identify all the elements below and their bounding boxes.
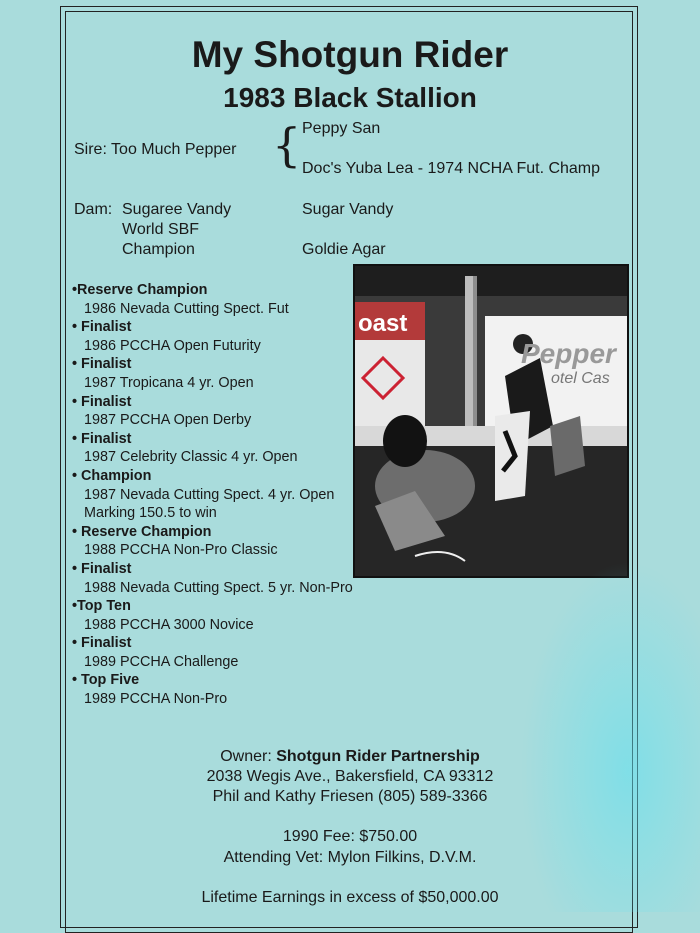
record-detail: 1986 Nevada Cutting Spect. Fut xyxy=(84,300,289,317)
owner-name: Shotgun Rider Partnership xyxy=(276,748,480,765)
record-heading: • Finalist xyxy=(72,356,132,373)
record-heading: • Champion xyxy=(72,467,152,484)
record-heading: • Top Five xyxy=(72,672,140,689)
blue-ink-smudge xyxy=(520,560,700,912)
dam-name-line-3: Champion xyxy=(122,241,195,258)
owner-address: 2038 Wegis Ave., Bakersfield, CA 93312 xyxy=(206,768,494,785)
record-detail: 1988 PCCHA 3000 Novice xyxy=(84,616,254,633)
lifetime-earnings: Lifetime Earnings in excess of $50,000.00 xyxy=(201,889,499,906)
horse-description-subtitle: 1983 Black Stallion xyxy=(223,82,477,113)
arena-sign-right-line-1: Pepper xyxy=(521,338,616,369)
record-heading: • Reserve Champion xyxy=(72,523,212,540)
record-heading: • Finalist xyxy=(72,393,132,410)
record-detail: 1989 PCCHA Non-Pro xyxy=(84,691,228,708)
sire-label: Sire: Too Much Pepper xyxy=(74,141,237,158)
record-detail: Marking 150.5 to win xyxy=(84,505,217,522)
owner-contact: Phil and Kathy Friesen (805) 589-3366 xyxy=(212,788,488,805)
stud-fee: 1990 Fee: $750.00 xyxy=(282,828,418,845)
record-detail: 1988 PCCHA Non-Pro Classic xyxy=(84,542,278,559)
record-detail: 1989 PCCHA Challenge xyxy=(84,653,239,670)
record-detail: 1986 PCCHA Open Futurity xyxy=(84,337,261,354)
record-detail: 1987 Celebrity Classic 4 yr. Open xyxy=(84,449,298,466)
show-record-list xyxy=(72,281,353,709)
dam-sire: Sugar Vandy xyxy=(302,201,394,218)
record-detail: 1987 PCCHA Open Derby xyxy=(84,412,252,429)
record-detail: 1987 Tropicana 4 yr. Open xyxy=(84,374,254,391)
pedigree-brace: { xyxy=(272,118,302,172)
record-heading: • Finalist xyxy=(72,635,132,652)
horse-name-title: My Shotgun Rider xyxy=(191,34,509,75)
sire-dam: Doc's Yuba Lea - 1974 NCHA Fut. Champ xyxy=(302,160,601,177)
record-detail: 1988 Nevada Cutting Spect. 5 yr. Non-Pro xyxy=(84,579,353,596)
dam-label: Dam: xyxy=(74,201,113,218)
arena-sign-right-line-2: otel Cas xyxy=(551,370,610,387)
sire-sire: Peppy San xyxy=(302,120,381,137)
record-heading: • Finalist xyxy=(72,560,132,577)
dam-name-line-2: World SBF xyxy=(122,221,200,238)
record-heading: •Reserve Champion xyxy=(72,282,208,298)
record-heading: • Finalist xyxy=(72,319,132,336)
dam-name-line-1: Sugaree Vandy xyxy=(122,201,232,218)
owner-label: Owner: xyxy=(220,748,277,765)
arena-sign-left: oast xyxy=(358,310,408,337)
cutting-horse-photo xyxy=(353,264,629,578)
record-heading: • Finalist xyxy=(72,430,132,447)
record-detail: 1987 Nevada Cutting Spect. 4 yr. Open xyxy=(84,486,335,503)
attending-vet: Attending Vet: Mylon Filkins, D.V.M. xyxy=(223,849,477,866)
record-heading: •Top Ten xyxy=(72,598,131,615)
dam-dam: Goldie Agar xyxy=(302,241,386,258)
